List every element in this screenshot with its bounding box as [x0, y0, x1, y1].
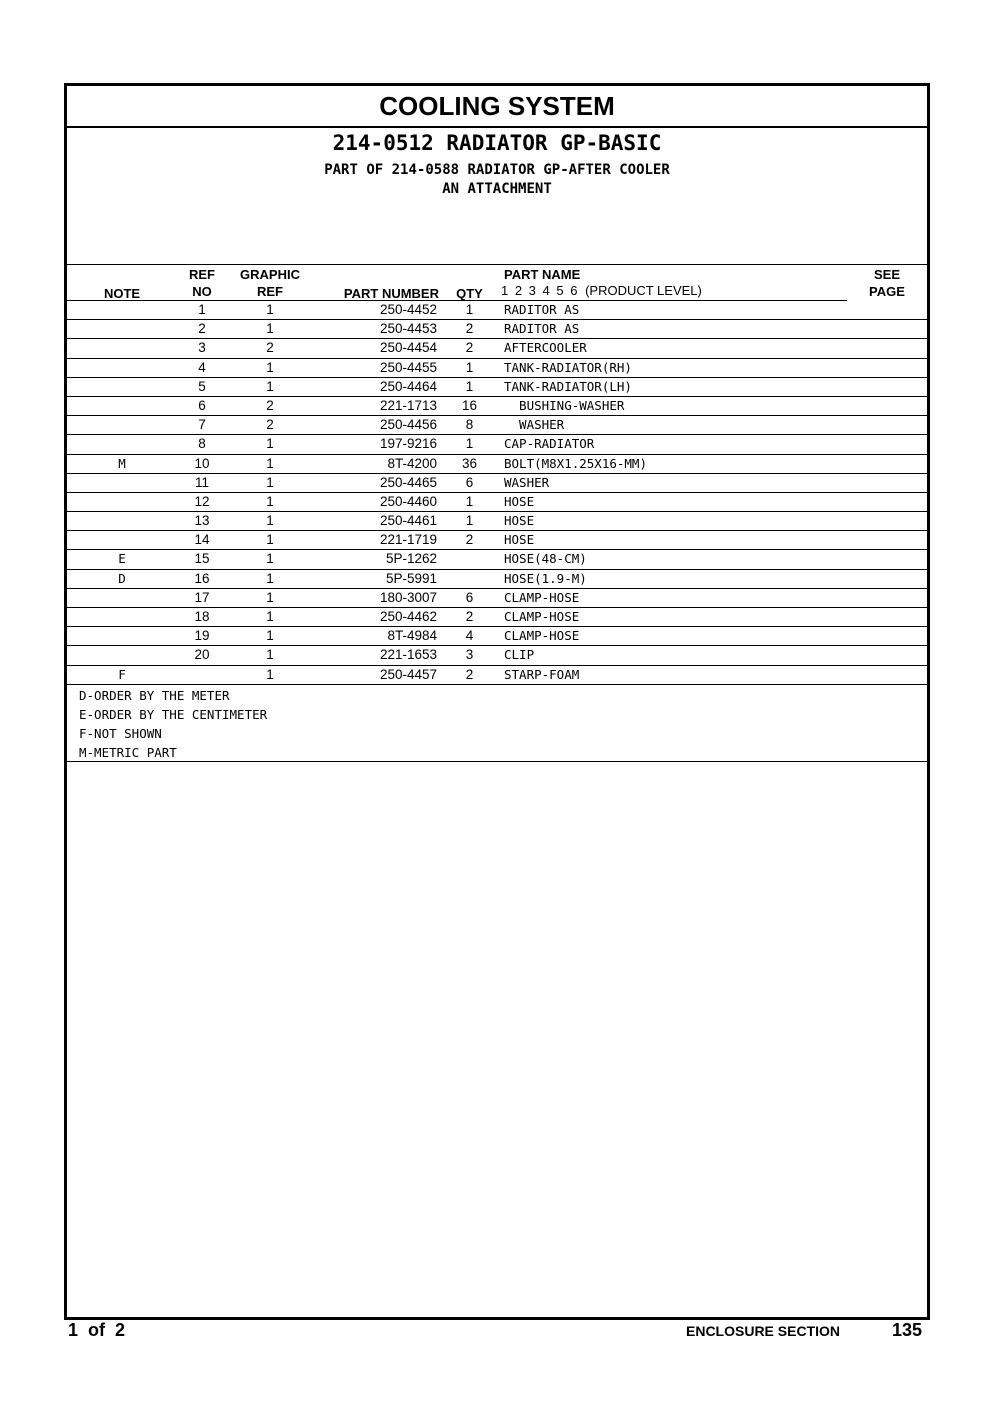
- table-row: [67, 589, 927, 608]
- table-row: [67, 320, 927, 339]
- part-of-text: PART OF 214-0588 RADIATOR GP-AFTER COOLER: [324, 162, 670, 178]
- table-row: [67, 646, 927, 665]
- row-part-number: 221-1719: [379, 532, 437, 548]
- row-ref-no: 20: [194, 647, 210, 663]
- row-part-number: 5P-5991: [385, 570, 437, 586]
- row-part-number: 221-1713: [379, 397, 437, 413]
- row-part-name: STARP-FOAM: [504, 666, 580, 682]
- row-graphic-ref: 1: [266, 493, 274, 509]
- row-ref-no: 1: [198, 302, 206, 317]
- row-ref-no: 15: [194, 551, 210, 567]
- row-ref-no: 7: [198, 417, 206, 433]
- row-ref-no: 13: [194, 513, 210, 529]
- row-qty: 1: [465, 378, 474, 394]
- header-part-name: PART NAME: [504, 267, 581, 282]
- row-graphic-ref: 1: [266, 359, 274, 375]
- table-row: [67, 608, 927, 627]
- table-row: [67, 301, 927, 320]
- row-part-name: TANK-RADIATOR(LH): [504, 378, 632, 394]
- table-row: [67, 435, 927, 454]
- row-qty: 1: [465, 302, 474, 317]
- note-item: M-METRIC PART: [79, 745, 177, 760]
- row-part-name: HOSE: [504, 513, 535, 529]
- parts-page-frame: [64, 83, 930, 1320]
- row-part-name: TANK-RADIATOR(RH): [504, 359, 632, 375]
- header-levels: [501, 283, 702, 298]
- table-row: [67, 378, 927, 397]
- group-title: 214-0512 RADIATOR GP-BASIC: [332, 131, 662, 155]
- row-graphic-ref: 1: [266, 589, 274, 605]
- row-part-name: HOSE: [504, 493, 535, 509]
- row-part-number: 8T-4984: [387, 628, 437, 644]
- row-ref-no: 3: [198, 340, 206, 356]
- notes-divider: [67, 761, 927, 762]
- row-qty: 2: [465, 321, 474, 337]
- row-part-number: 250-4453: [379, 321, 437, 337]
- row-part-number: 5P-1262: [385, 551, 437, 567]
- row-ref-no: 11: [194, 474, 209, 490]
- row-part-name: AFTERCOOLER: [504, 340, 587, 356]
- row-part-name: HOSE: [504, 532, 535, 548]
- row-qty: 6: [465, 589, 474, 605]
- row-qty: 2: [465, 532, 474, 548]
- row-ref-no: 14: [194, 532, 210, 548]
- table-row: [67, 512, 927, 531]
- row-graphic-ref: 1: [266, 474, 274, 490]
- header-see-bottom: PAGE: [869, 284, 905, 299]
- section-name: ENCLOSURE SECTION: [686, 1323, 841, 1339]
- table-row: [67, 531, 927, 550]
- row-note: D: [118, 570, 126, 586]
- row-part-number: 180-3007: [379, 589, 437, 605]
- row-part-name: CLAMP-HOSE: [504, 609, 580, 624]
- row-qty: 3: [465, 647, 474, 663]
- row-qty: 2: [465, 609, 474, 624]
- row-part-number: 250-4462: [379, 609, 437, 624]
- header-see-top: SEE: [873, 267, 900, 282]
- page-number: 135: [892, 1320, 923, 1340]
- row-ref-no: 5: [198, 378, 206, 394]
- row-note: F: [118, 666, 126, 682]
- row-part-number: 250-4461: [379, 513, 437, 529]
- row-graphic-ref: 1: [266, 455, 274, 471]
- header-ref-top: REF: [189, 267, 215, 282]
- row-part-name: BUSHING-WASHER: [504, 397, 625, 413]
- row-ref-no: 19: [194, 628, 210, 644]
- attachment-text: AN ATTACHMENT: [442, 181, 552, 197]
- row-qty: 2: [465, 340, 474, 356]
- row-part-name: RADITOR AS: [504, 321, 580, 337]
- row-ref-no: 2: [198, 321, 206, 337]
- row-part-name: BOLT(M8X1.25X16-MM): [504, 455, 647, 471]
- row-part-number: 250-4452: [379, 302, 437, 317]
- page-title: COOLING SYSTEM: [67, 86, 927, 128]
- table-row: [67, 627, 927, 646]
- header-note: NOTE: [103, 286, 141, 301]
- row-part-number: 221-1653: [379, 647, 437, 663]
- row-qty: 1: [465, 493, 474, 509]
- row-part-name: HOSE(48-CM): [504, 551, 587, 567]
- row-qty: 1: [465, 436, 474, 452]
- row-qty: 1: [465, 513, 474, 529]
- row-graphic-ref: 1: [266, 570, 274, 586]
- row-qty: 16: [461, 397, 478, 413]
- row-ref-no: 6: [198, 397, 206, 413]
- header-graphic-bottom: REF: [257, 284, 283, 299]
- header-product-level: (PRODUCT LEVEL): [585, 283, 702, 298]
- row-part-name: CLAMP-HOSE: [504, 628, 580, 644]
- row-ref-no: 16: [194, 570, 210, 586]
- row-ref-no: 17: [194, 589, 210, 605]
- row-note: E: [118, 551, 126, 567]
- row-ref-no: 10: [194, 455, 210, 471]
- row-qty: 6: [465, 474, 474, 490]
- row-ref-no: 8: [198, 436, 206, 452]
- header-graphic-top: GRAPHIC: [240, 267, 300, 282]
- row-graphic-ref: 1: [266, 513, 274, 529]
- row-graphic-ref: 1: [266, 532, 274, 548]
- table-row: [67, 397, 927, 416]
- row-part-number: 250-4455: [379, 359, 437, 375]
- row-ref-no: 18: [194, 609, 210, 624]
- row-part-number: 250-4460: [379, 493, 437, 509]
- row-graphic-ref: 1: [266, 302, 274, 317]
- row-graphic-ref: 1: [266, 647, 274, 663]
- row-qty: 1: [465, 359, 474, 375]
- row-graphic-ref: 1: [266, 378, 274, 394]
- header-qty: QTY: [456, 286, 483, 301]
- row-part-name: CLIP: [504, 647, 535, 663]
- row-qty: 36: [461, 455, 478, 471]
- row-part-number: 197-9216: [379, 436, 437, 452]
- row-part-number: 250-4465: [379, 474, 437, 490]
- row-graphic-ref: 1: [266, 436, 274, 452]
- row-part-number: 250-4456: [379, 417, 437, 433]
- table-row: [67, 416, 927, 435]
- row-part-number: 250-4457: [379, 666, 437, 682]
- note-item: E-ORDER BY THE CENTIMETER: [79, 707, 268, 722]
- row-graphic-ref: 2: [266, 397, 274, 413]
- table-row: [67, 339, 927, 358]
- header-ref-bottom: NO: [192, 284, 212, 299]
- row-graphic-ref: 2: [266, 340, 274, 356]
- row-part-name: CAP-RADIATOR: [504, 436, 595, 452]
- row-part-name: WASHER: [504, 474, 550, 490]
- table-row: [67, 666, 927, 685]
- row-ref-no: 4: [198, 359, 206, 375]
- table-row: [67, 455, 927, 474]
- table-row: [67, 550, 927, 569]
- row-part-name: WASHER: [504, 417, 565, 433]
- row-part-number: 8T-4200: [387, 455, 437, 471]
- header-divider: [67, 264, 927, 265]
- row-graphic-ref: 1: [266, 609, 274, 624]
- page-count: 1 of 2: [68, 1320, 126, 1340]
- row-graphic-ref: 1: [266, 628, 274, 644]
- row-part-name: CLAMP-HOSE: [504, 589, 580, 605]
- row-graphic-ref: 2: [266, 417, 274, 433]
- header-level-digits: 1 2 3 4 5 6: [501, 283, 578, 298]
- header-part-number: PART NUMBER: [343, 286, 439, 301]
- note-item: D-ORDER BY THE METER: [79, 688, 230, 703]
- note-item: F-NOT SHOWN: [79, 726, 162, 741]
- row-ref-no: 12: [194, 493, 210, 509]
- notes-list: [79, 686, 267, 762]
- row-part-name: HOSE(1.9-M): [504, 570, 587, 586]
- row-note: M: [118, 455, 126, 471]
- row-part-name: RADITOR AS: [504, 302, 580, 317]
- table-row: [67, 359, 927, 378]
- table-row: [67, 570, 927, 589]
- row-qty: 2: [465, 666, 474, 682]
- row-qty: 8: [465, 417, 474, 433]
- row-part-number: 250-4464: [379, 378, 437, 394]
- table-row: [67, 493, 927, 512]
- row-graphic-ref: 1: [266, 666, 274, 682]
- row-graphic-ref: 1: [266, 321, 274, 337]
- parts-table: [67, 301, 927, 685]
- row-qty: 4: [465, 628, 474, 644]
- row-part-number: 250-4454: [379, 340, 437, 356]
- row-graphic-ref: 1: [266, 551, 274, 567]
- table-row: [67, 474, 927, 493]
